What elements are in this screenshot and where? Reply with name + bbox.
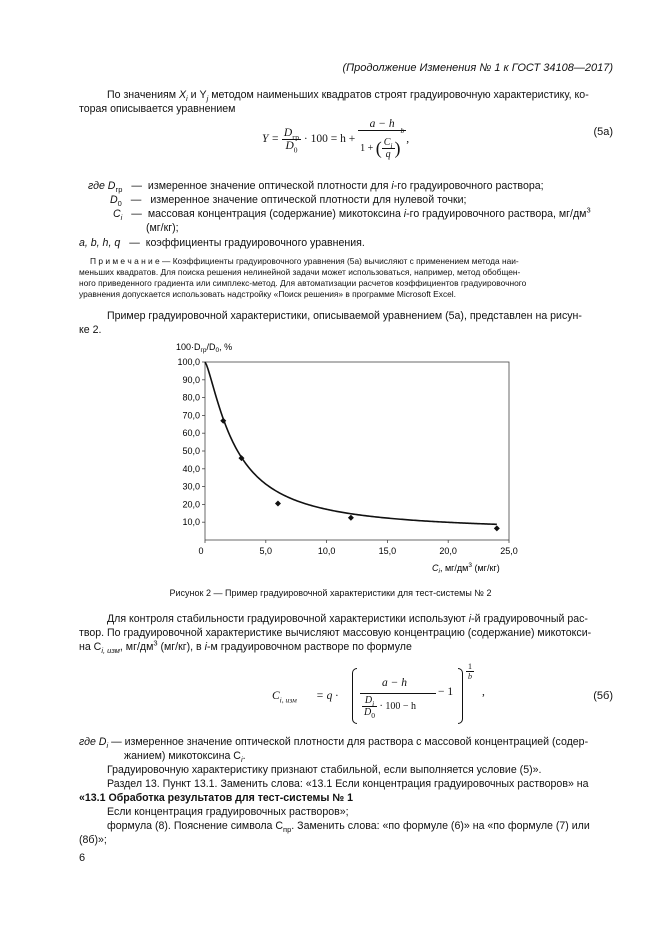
stab-3c: (мг/кг), в	[157, 641, 205, 653]
def-d0-sub: 0	[117, 199, 122, 209]
eq5b-comma: ,	[482, 686, 485, 698]
example-line-2: ке 2.	[79, 324, 102, 336]
def-dgr-i: i	[391, 180, 394, 192]
def-coeffs-dash: —	[129, 237, 140, 249]
eq5a-exp: b	[400, 126, 405, 135]
eq5a-inner-sub: i	[390, 141, 393, 151]
stab-1i: i	[468, 613, 472, 625]
where-di-text: — измеренное значение оптической плотности для раствора с массовой концентрацией (содер-	[108, 736, 589, 748]
eq5b-number: (5б)	[593, 690, 613, 702]
where-di-line-1	[79, 735, 588, 749]
y-tick-label: 50,0	[182, 446, 200, 456]
tail-5a: формула (8). Пояснение символа C	[107, 820, 284, 832]
data-point	[348, 515, 354, 521]
stability-line-3	[79, 640, 614, 654]
eq5b-inner-den-sub: 0	[371, 711, 375, 720]
def-ci-sup: 3	[586, 205, 591, 215]
y-tick-label: 90,0	[182, 374, 200, 385]
page-number: 6	[79, 852, 86, 864]
intro-line-2: торая описывается уравнением	[79, 103, 236, 115]
eq5b-exp-den: b	[468, 672, 472, 681]
def-coeffs-sym: a, b, h, q	[79, 237, 121, 249]
y-tick-label: 60,0	[182, 428, 200, 439]
y-tick-label: 80,0	[182, 392, 200, 403]
example-line-1: Пример градуировочной характеристики, описываемой уравнением (5а), представлен на рисун-	[107, 310, 582, 322]
intro-line-1	[79, 88, 614, 102]
stab-1a: Для контроля стабильности градуировочной характеристики используют	[107, 613, 469, 625]
y-tick-label: 30,0	[182, 481, 200, 492]
chart-ylabel: $100\cdot D_{гр}/D_0$, %	[176, 342, 233, 354]
eq5b-num: a − h	[382, 677, 408, 689]
def-dgr	[88, 179, 544, 193]
def-ci-text: массовая концентрация (содержание) микотоксина	[147, 208, 404, 220]
y-tick-label: 70,0	[182, 410, 200, 421]
def-ci-sub: i	[120, 213, 123, 223]
where-di-sub: i	[106, 741, 109, 751]
def-coeffs	[79, 236, 365, 250]
stab-3i: i	[204, 641, 207, 653]
eq5b-inner-num: D	[364, 695, 373, 706]
eq5b-inner-den: D	[364, 707, 372, 718]
def-coeffs-text: коэффициенты градуировочного уравнения.	[145, 237, 365, 249]
x-tick-label: 0	[198, 546, 204, 556]
eq5b-exp-num: 1	[468, 662, 472, 671]
def-dgr-text2: -го градуировочного раствора;	[393, 180, 544, 192]
tail-line-2: Раздел 13. Пункт 13.1. Заменить слова: «13.1 Если концентрация градуировочных растворов» на	[107, 778, 589, 790]
eq5a-num-sub: гр	[292, 131, 300, 141]
where-di-text-c: жанием) микотоксина C	[124, 750, 241, 762]
def-ci-cont: (мг/кг);	[146, 222, 179, 234]
eq5b-eq: = q ·	[316, 690, 339, 702]
note-line-2: меньших квадратов. Для поиска решения нелинейной задачи может использоваться, например, метод обобщен-	[79, 267, 521, 277]
eq5a-inner-num: C	[383, 137, 391, 149]
eq5a-frac1	[282, 127, 301, 152]
where-di-sym: где D	[79, 736, 107, 748]
eq5b-bracket-left	[352, 668, 357, 724]
tail-line-4: Если концентрация градуировочных растворов»;	[107, 806, 349, 818]
figure-caption: Рисунок 2 — Пример градуировочной характеристики для тест-системы № 2	[169, 588, 492, 598]
intro-y-sub: j	[206, 94, 209, 104]
eq5a-den-sub: 0	[293, 144, 298, 154]
tail-line-5	[79, 819, 614, 833]
tail-line-1: Градуировочную характеристику признают стабильной, если выполняется условие (5)».	[107, 764, 542, 776]
eq5b-bracket-right	[458, 668, 463, 724]
data-point	[275, 501, 281, 507]
def-dgr-text: измеренное значение оптической плотности для	[147, 180, 392, 192]
note-line-4: уравнения допускается использовать надстройку «Поиск решения» в программе Microsoft Excel.	[79, 289, 456, 299]
eq5a-den: D	[285, 139, 294, 152]
eq5a-lhs: Y =	[262, 132, 280, 145]
eq5b-inner-num-sub: i	[372, 699, 375, 708]
tail-line-6: (8б)»;	[79, 834, 107, 846]
eq5b-lhs: C	[272, 690, 280, 702]
def-d0-text: измеренное значение оптической плотности для нулевой точки;	[147, 194, 467, 206]
data-point	[494, 525, 500, 531]
chart-plot-area	[205, 362, 509, 540]
intro-x-sub: i	[186, 94, 188, 104]
intro-x: X	[178, 89, 187, 101]
where-di-line-2	[124, 749, 246, 763]
eq5a-number: (5а)	[593, 126, 613, 138]
def-dgr-sub: гр	[115, 185, 123, 195]
def-ci-text2: -го градуировочного раствора, мг/дм	[406, 208, 587, 220]
calibration-chart	[150, 338, 540, 578]
x-tick-label: 5,0	[259, 546, 273, 556]
x-tick-label: 20,0	[439, 546, 457, 556]
stab-3sup: 3	[153, 638, 158, 648]
x-tick-label: 25,0	[500, 546, 518, 556]
stab-3sub: i, изм	[101, 646, 120, 656]
eq5a-frac2-num: a − h	[358, 118, 406, 131]
equation-5a	[262, 118, 409, 160]
note-text-1: — Коэффициенты градуировочного уравнения (5а) вычисляют с применением метода наи-	[159, 256, 519, 266]
def-ci-i: i	[403, 208, 407, 220]
stability-line-2: твор. По градуировочной характеристике вычисляют массовую концентрацию (содержание) микотокси-	[79, 627, 592, 639]
stab-3b: , мг/дм	[119, 641, 154, 653]
def-d0-sym: D	[110, 194, 118, 206]
y-tick-label: 100,0	[177, 357, 200, 367]
stability-line-1	[79, 612, 614, 626]
chart-fit-curve	[205, 362, 497, 524]
def-dgr-sym: где D	[88, 180, 116, 192]
x-tick-label: 10,0	[317, 546, 336, 556]
eq5a-num: D	[283, 126, 293, 139]
where-di-csub: i	[240, 755, 243, 765]
def-ci	[113, 207, 591, 221]
tail-line-3: «13.1 Обработка результатов для тест-системы № 1	[79, 792, 353, 804]
note-line-3: ного приведенного градиента или симплекс-метод. Для автоматизации расчетов коэффициентов градуировочного	[79, 278, 527, 288]
tail-5b: . Заменить слова: «по формуле (6)» на «по формуле (7) или	[291, 820, 590, 832]
y-tick-label: 20,0	[182, 499, 200, 510]
stab-3a: на C	[79, 641, 102, 653]
intro-text-a: По значениям	[107, 89, 179, 101]
eq5a-comma: ,	[406, 132, 410, 145]
where-di-dot: .	[242, 750, 246, 762]
stab-1b: -й градуировочный рас-	[471, 613, 588, 625]
chart-xlabel: $C_i$, $мг/дм^3$ (мг/кг)	[432, 562, 500, 575]
eq5b-denominator	[362, 695, 416, 718]
chart-y-axis	[177, 357, 205, 527]
intro-text-b: методом наименьших квадратов строят градуировочную характеристику, ко-	[208, 89, 589, 101]
note-line-1	[90, 256, 614, 267]
stab-3d: -м градуировочном растворе по формуле	[206, 641, 412, 653]
eq5b-exponent	[466, 662, 474, 681]
def-d0	[110, 193, 466, 207]
def-ci-dash: —	[131, 208, 142, 220]
x-tick-label: 15,0	[378, 546, 397, 556]
eq5a-inner-den: q	[385, 149, 391, 161]
page-header: (Продолжение Изменения № 1 к ГОСТ 34108—2017)	[342, 62, 613, 74]
tail-5sub: пр	[283, 825, 292, 835]
def-d0-dash: —	[130, 194, 142, 206]
eq5a-frac2: a − h 1 + ( $\frac{C_i}{q}$ )$^b$	[360, 118, 405, 161]
eq5b-frac-line	[360, 693, 436, 694]
eq5b-lhs-sub: i, изм	[279, 695, 297, 705]
y-tick-label: 10,0	[182, 517, 200, 528]
def-dgr-dash: —	[131, 180, 142, 192]
eq5a-mid: · 100 = h +	[303, 132, 356, 145]
eq5b-tail: · 100 − h	[379, 700, 416, 712]
chart-x-axis	[198, 540, 517, 556]
eq5a-one-plus: 1 +	[360, 143, 374, 154]
intro-and: и Y	[187, 89, 207, 101]
eq5b-minus-one: − 1	[438, 686, 454, 698]
note-label: П р и м е ч а н и е	[90, 256, 160, 266]
def-ci-sym: C	[113, 208, 121, 220]
y-tick-label: 40,0	[182, 463, 200, 474]
